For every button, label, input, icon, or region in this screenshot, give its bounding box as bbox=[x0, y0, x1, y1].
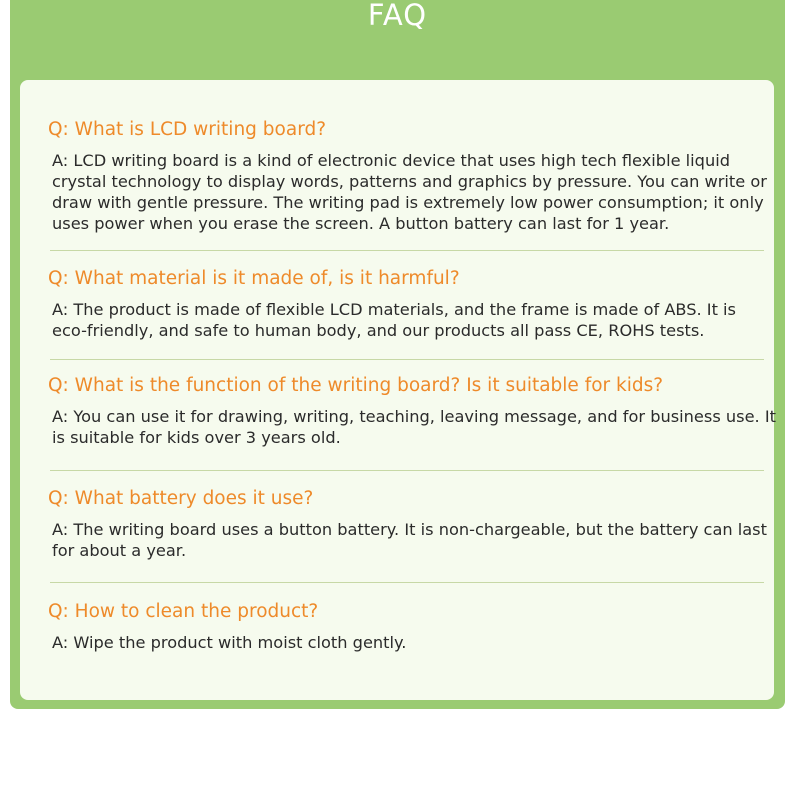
faq-question: Q: What is LCD writing board? bbox=[48, 119, 327, 140]
faq-answer: A: Wipe the product with moist cloth gently. bbox=[52, 633, 407, 652]
divider bbox=[50, 250, 764, 251]
faq-item bbox=[48, 487, 770, 561]
faq-question: Q: What is the function of the writing board? Is it suitable for kids? bbox=[48, 375, 664, 396]
faq-question: Q: What material is it made of, is it harmful? bbox=[48, 268, 460, 289]
faq-item bbox=[48, 600, 770, 653]
faq-item bbox=[48, 267, 770, 341]
faq-question: Q: How to clean the product? bbox=[48, 601, 319, 622]
faq-item bbox=[48, 374, 776, 448]
faq-frame bbox=[10, 0, 785, 709]
page-title: FAQ bbox=[367, 0, 428, 32]
faq-answer: A: The product is made of flexible LCD materials, and the frame is made of ABS. It is eco-friendly, and safe to human body, and our products all pass CE, ROHS tests. bbox=[52, 300, 736, 340]
divider bbox=[50, 359, 764, 360]
faq-item bbox=[48, 118, 770, 234]
faq-question: Q: What battery does it use? bbox=[48, 488, 314, 509]
faq-card bbox=[20, 80, 774, 700]
faq-answer: A: LCD writing board is a kind of electronic device that uses high tech flexible liquid crystal technology to display words, patterns and graphics by pressure. You can write or draw with gentle pressure. The writing pad is extremely low power consumption; it only uses power when you erase the screen. A button battery can last for 1 year. bbox=[52, 151, 767, 233]
divider bbox=[50, 582, 764, 583]
faq-answer: A: You can use it for drawing, writing, teaching, leaving message, and for business use. It is suitable for kids over 3 years old. bbox=[52, 407, 776, 447]
divider bbox=[50, 470, 764, 471]
faq-answer: A: The writing board uses a button battery. It is non-chargeable, but the battery can last for about a year. bbox=[52, 520, 767, 560]
